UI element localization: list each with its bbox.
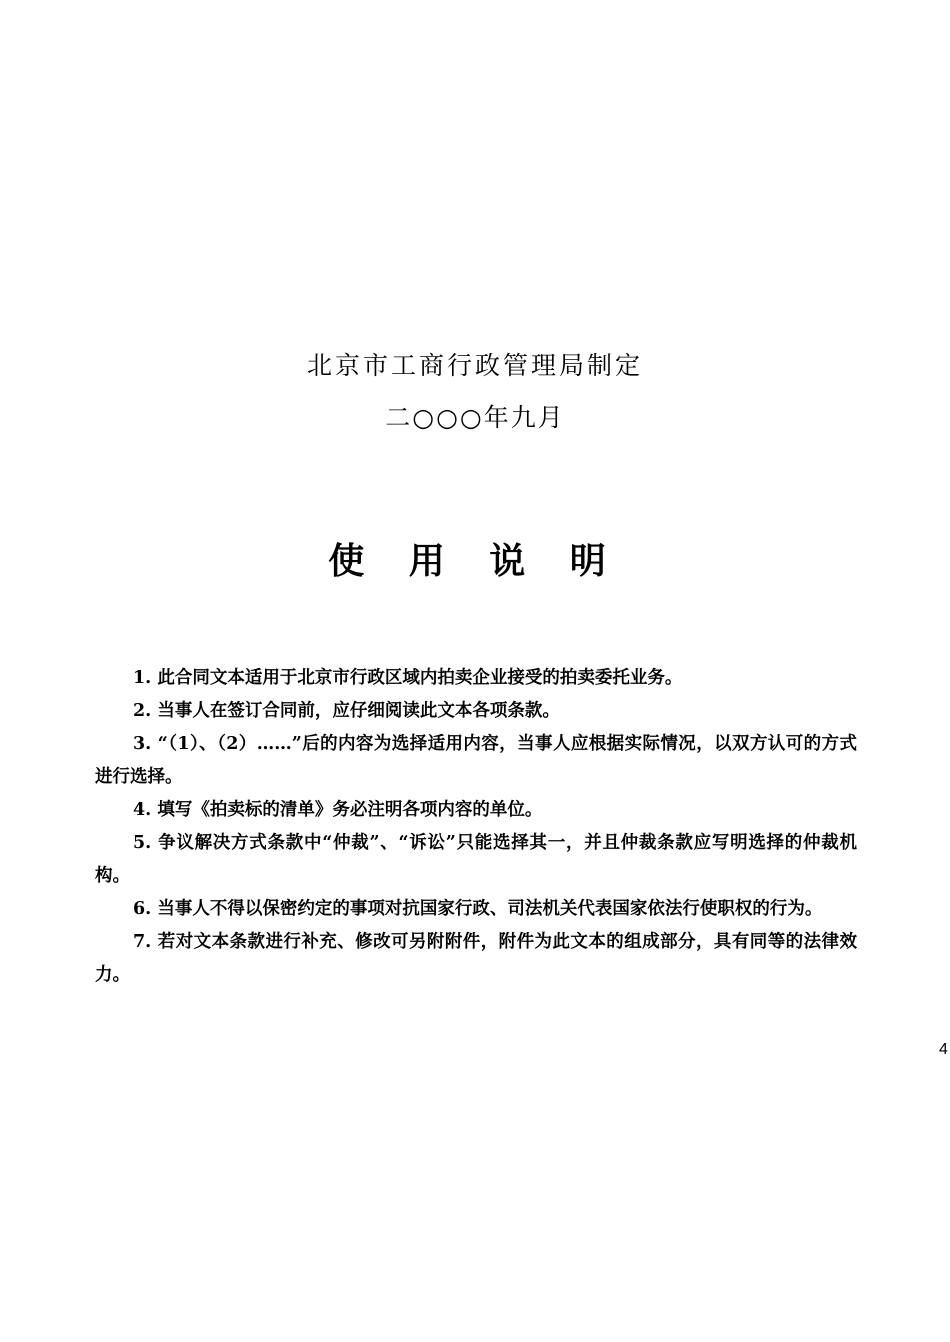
instructions-list — [95, 662, 857, 992]
instruction-item: 5. 争议解决方式条款中“仲裁”、“诉讼”只能选择其一，并且仲裁条款应写明选择的仲裁机构。 — [95, 833, 857, 886]
instruction-item: 6. 当事人不得以保密约定的事项对抗国家行政、司法机关代表国家依法行使职权的行为。 — [133, 899, 823, 919]
instructions-title: 使 用 说 明 — [328, 540, 622, 582]
instruction-item: 7. 若对文本条款进行补充、修改可另附附件，附件为此文本的组成部分，具有同等的法律效力。 — [95, 932, 857, 985]
instruction-item: 3. “（1）、（2）……”后的内容为选择适用内容，当事人应根据实际情况，以双方认可的方式进行选择。 — [95, 734, 857, 787]
issue-date: 二○○○年九月 — [385, 403, 565, 432]
instruction-item: 1. 此合同文本适用于北京市行政区域内拍卖企业接受的拍卖委托业务。 — [133, 668, 683, 688]
page-number: 4 — [939, 1041, 948, 1058]
issuer-line: 北京市工商行政管理局制定 — [306, 351, 643, 380]
instruction-item: 4. 填写《拍卖标的清单》务必注明各项内容的单位。 — [133, 800, 543, 820]
instruction-item: 2. 当事人在签订合同前，应仔细阅读此文本各项条款。 — [133, 701, 560, 721]
